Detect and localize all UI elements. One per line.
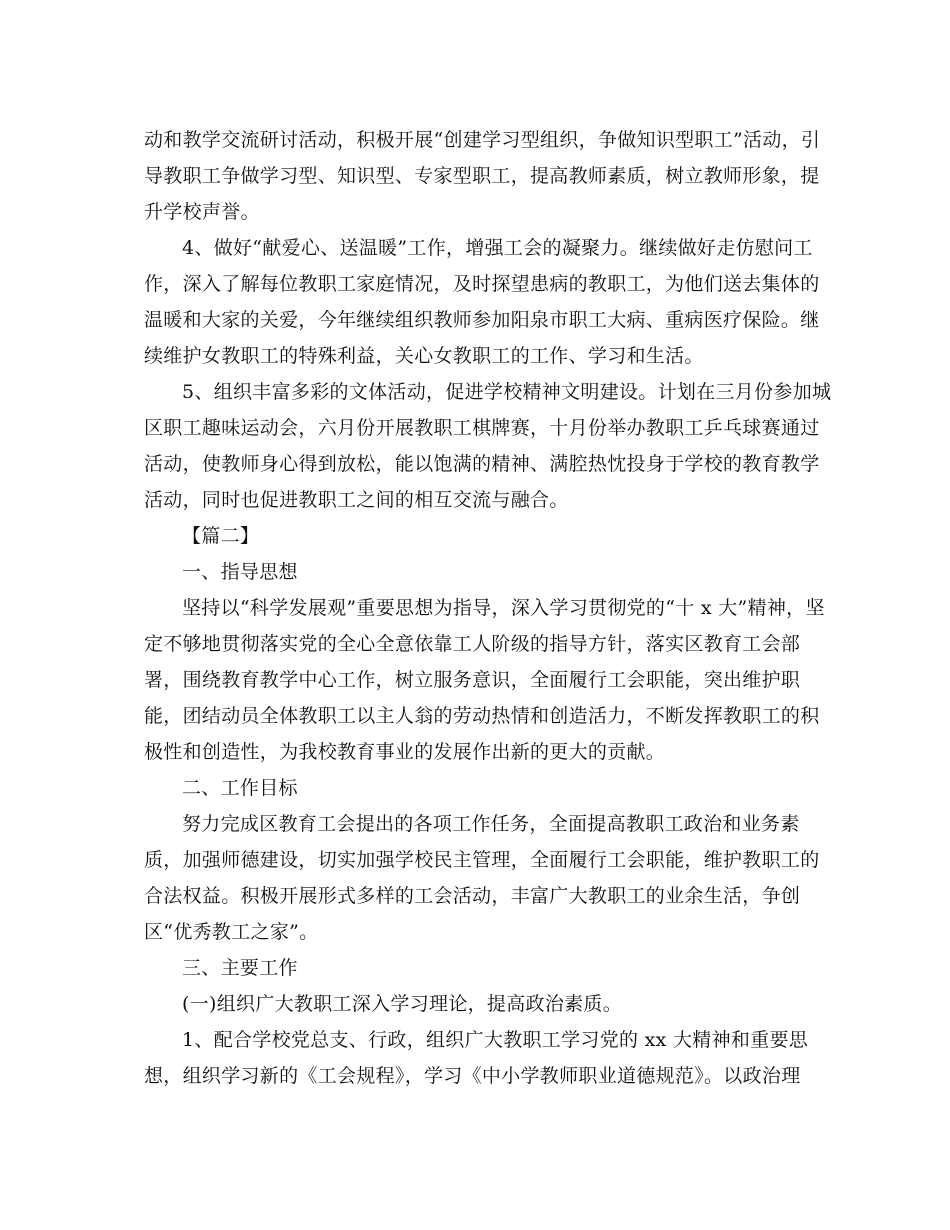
text-line: 作，深入了解每位教职工家庭情况，及时探望患病的教职工，为他们送去集体的 — [144, 273, 820, 295]
text-line: 想，组织学习新的《工会规程》，学习《中小学教师职业道德规范》。以政治理 — [144, 1065, 801, 1087]
text-line: 质，加强师德建设，切实加强学校民主管理，全面履行工会职能，维护教职工的 — [144, 849, 820, 871]
text-line: 4、做好“献爱心、送温暖”工作，增强工会的凝聚力。继续做好走仿慰问工 — [182, 237, 813, 259]
text-line: 区职工趣味运动会，六月份开展教职工棋牌赛，十月份举办教职工乒乓球赛通过 — [144, 417, 820, 439]
text-line: 5、组织丰富多彩的文体活动，促进学校精神文明建设。计划在三月份参加城 — [182, 381, 832, 403]
text-line: 【篇二】 — [182, 525, 260, 547]
text-line: 续维护女教职工的特殊利益，关心女教职工的工作、学习和生活。 — [144, 345, 704, 367]
text-line: 导教职工争做学习型、知识型、专家型职工，提高教师素质，树立教师形象，提 — [144, 165, 820, 187]
text-line: 三、主要工作 — [182, 957, 298, 979]
text-line: 定不够地贯彻落实党的全心全意依靠工人阶级的指导方针，落实区教育工会部 — [144, 633, 801, 655]
text-line: 温暖和大家的关爱，今年继续组织教师参加阳泉市职工大病、重病医疗保险。继 — [144, 309, 820, 331]
text-line: 升学校声誉。 — [144, 201, 260, 223]
text-line: 合法权益。积极开展形式多样的工会活动，丰富广大教职工的业余生活，争创 — [144, 885, 801, 907]
text-line: 区“优秀教工之家”。 — [144, 921, 319, 943]
text-line: 一、指导思想 — [182, 561, 298, 583]
text-line: 活动，使教师身心得到放松，能以饱满的精神、满腔热忱投身于学校的教育教学 — [144, 453, 820, 475]
text-line: 努力完成区教育工会提出的各项工作任务，全面提高教职工政治和业务素 — [182, 813, 800, 835]
document-body — [144, 122, 832, 1094]
text-line: 1、配合学校党总支、行政，组织广大教职工学习党的 xx 大精神和重要思 — [182, 1029, 809, 1051]
text-line: (一)组织广大教职工深入学习理论，提高政治素质。 — [182, 993, 623, 1015]
text-line: 二、工作目标 — [182, 777, 298, 799]
text-line: 坚持以“科学发展观”重要思想为指导，深入学习贯彻党的“十 x 大”精神，坚 — [182, 597, 825, 619]
text-line: 活动，同时也促进教职工之间的相互交流与融合。 — [144, 489, 569, 511]
text-line: 能，团结动员全体教职工以主人翁的劳动热情和创造活力，不断发挥教职工的积 — [144, 705, 820, 727]
text-line: 署，围绕教育教学中心工作，树立服务意识，全面履行工会职能，突出维护职 — [144, 669, 801, 691]
text-line: 动和教学交流研讨活动，积极开展“创建学习型组织，争做知识型职工”活动，引 — [144, 129, 821, 151]
text-line: 极性和创造性，为我校教育事业的发展作出新的更大的贡献。 — [144, 741, 666, 763]
